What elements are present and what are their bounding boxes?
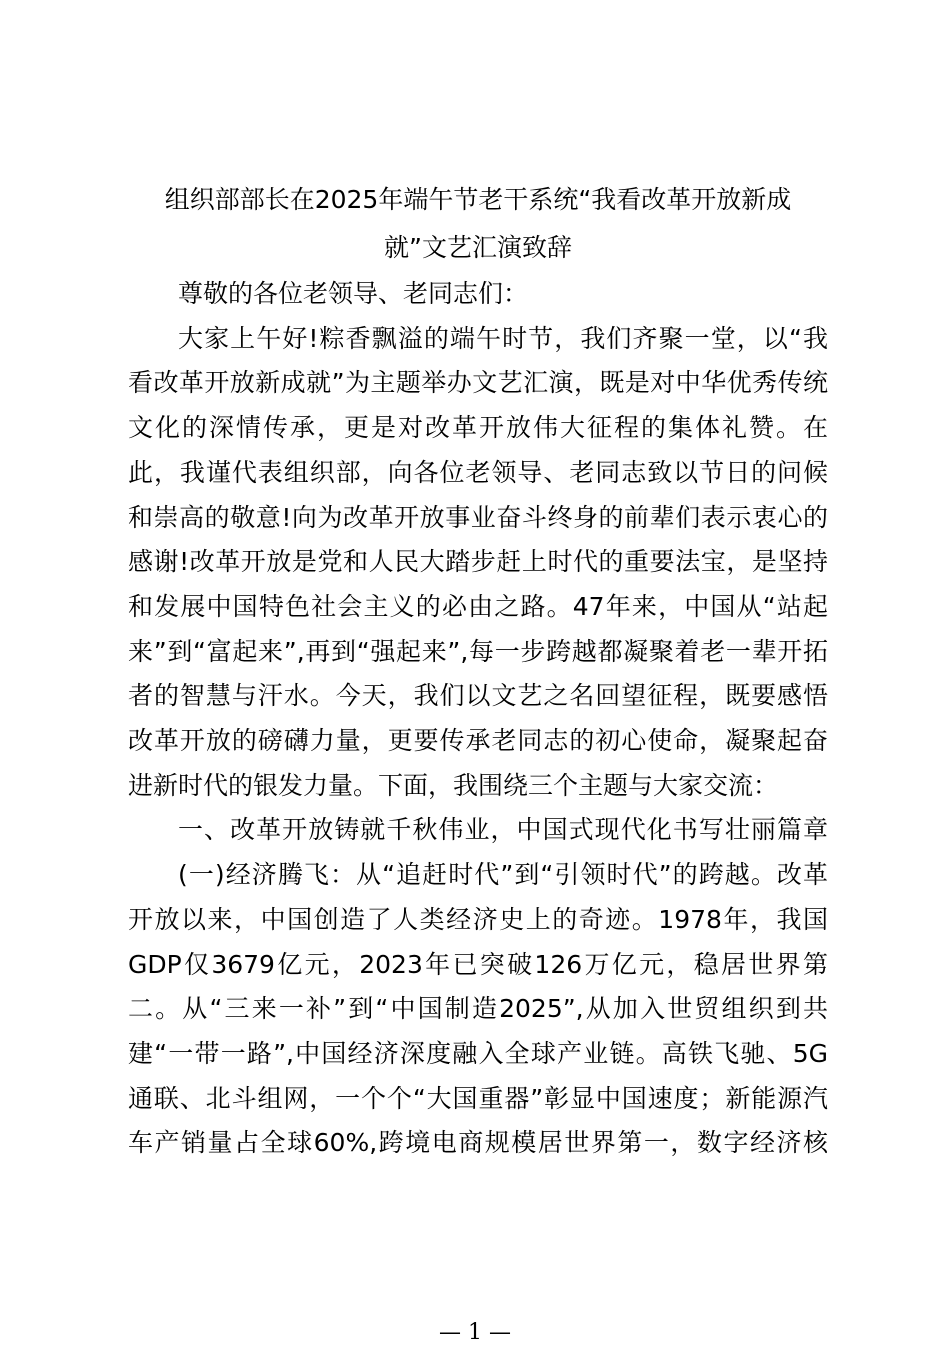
- paragraph-line: 和崇高的敬意!向为改革开放事业奋斗终身的前辈们表示衷心的: [128, 502, 828, 532]
- paragraph-line: 看改革开放新成就”为主题举办文艺汇演，既是对中华优秀传统: [128, 368, 828, 398]
- paragraph-line: 建“一带一路”,中国经济深度融入全球产业链。高铁飞驰、5G: [128, 1038, 828, 1068]
- paragraph-line: 大家上午好!粽香飘溢的端午时节，我们齐聚一堂，以“我: [178, 323, 828, 353]
- paragraph-line: 进新时代的银发力量。下面，我围绕三个主题与大家交流：: [128, 770, 779, 800]
- paragraph-1: [128, 317, 828, 809]
- paragraph-line: 车产销量占全球60%,跨境电商规模居世界第一，数字经济核: [128, 1128, 828, 1158]
- paragraph-line: 二。从“三来一补”到“中国制造2025”,从加入世贸组织到共: [128, 994, 828, 1024]
- paragraph-line: 感谢!改革开放是党和人民大踏步赶上时代的重要法宝，是坚持: [128, 547, 828, 577]
- document-body: [128, 176, 828, 1166]
- paragraph-line: 通联、北斗组网，一个个“大国重器”彰显中国速度；新能源汽: [128, 1083, 828, 1113]
- paragraph-line: GDP仅3679亿元，2023年已突破126万亿元，稳居世界第: [128, 949, 828, 979]
- paragraph-line: (一)经济腾飞：从“追赶时代”到“引领时代”的跨越。改革: [178, 860, 828, 890]
- document-title: [128, 176, 828, 272]
- page-number: — 1 —: [439, 1320, 511, 1345]
- paragraph-line: 文化的深情传承，更是对改革开放伟大征程的集体礼赞。在: [128, 413, 828, 443]
- title-line: 组织部部长在2025年端午节老干系统“我看改革开放新成: [164, 185, 792, 214]
- paragraph-line: 改革开放的磅礴力量，更要传承老同志的初心使命，凝聚起奋: [128, 726, 828, 756]
- paragraph-line: 来”到“富起来”,再到“强起来”,每一步跨越都凝聚着老一辈开拓: [128, 636, 828, 666]
- paragraph-line: 者的智慧与汗水。今天，我们以文艺之名回望征程，既要感悟: [128, 681, 828, 711]
- salutation: 尊敬的各位老领导、老同志们：: [178, 279, 529, 308]
- paragraph-2: [128, 853, 828, 1166]
- paragraph-line: 此，我谨代表组织部，向各位老领导、老同志致以节日的问候: [128, 457, 828, 487]
- paragraph-line: 和发展中国特色社会主义的必由之路。47年来，中国从“站起: [128, 591, 828, 621]
- title-line: 就”文艺汇演致辞: [384, 233, 572, 262]
- paragraph-line: 开放以来，中国创造了人类经济史上的奇迹。1978年，我国: [128, 904, 828, 934]
- section-heading-1: 一、改革开放铸就千秋伟业，中国式现代化书写壮丽篇章: [178, 815, 828, 845]
